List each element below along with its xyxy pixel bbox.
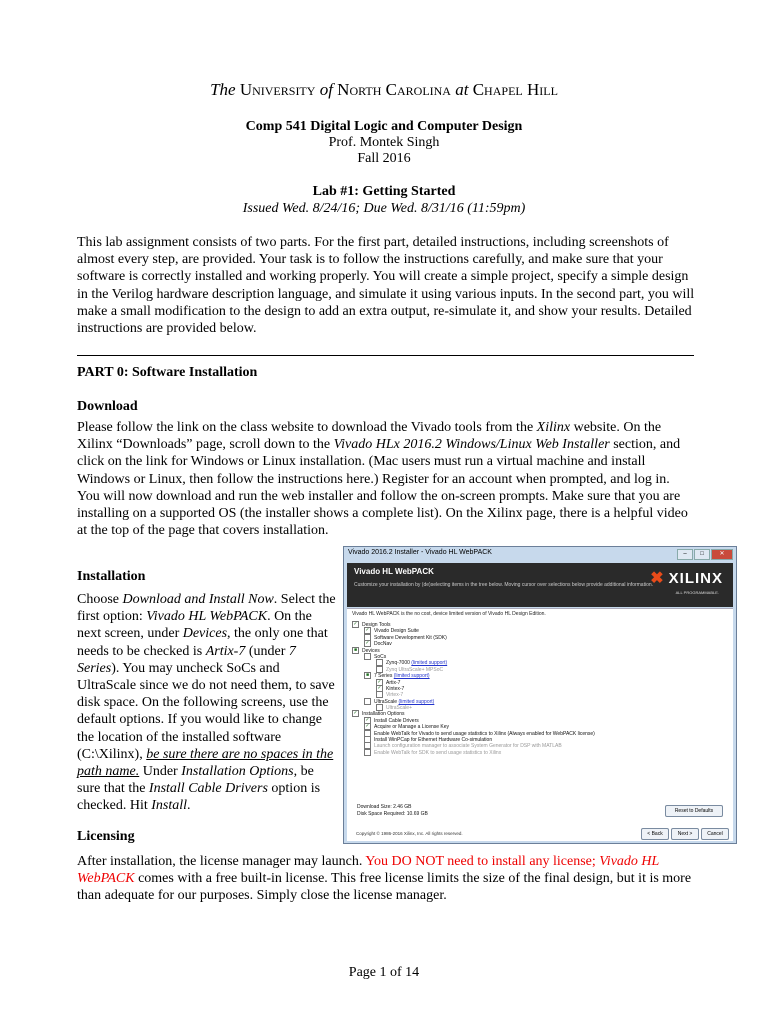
tree-label: Devices bbox=[362, 647, 380, 654]
text: next screen, under bbox=[77, 626, 183, 642]
logo-text: XILINX bbox=[668, 570, 723, 587]
license-warning: You DO NOT need to install any license; bbox=[365, 854, 600, 869]
license-warning: WebPACK bbox=[77, 871, 135, 887]
tree-label: Design Tools bbox=[362, 621, 391, 628]
lab-title: Lab #1: Getting Started bbox=[312, 184, 456, 199]
university-title bbox=[0, 80, 768, 100]
text: . On the bbox=[267, 609, 312, 625]
tree-label: DocNav bbox=[374, 641, 392, 647]
tree-label: Software Development Kit (SDK) bbox=[374, 634, 447, 641]
checkbox-icon: ■ bbox=[365, 672, 370, 679]
text: Devices bbox=[182, 626, 228, 642]
page-number: Page 1 of 14 bbox=[348, 965, 420, 980]
text: installing on a supported OS (the installer shows a complete list). On the Xilinx page, there is a helpful video bbox=[77, 506, 688, 522]
section-divider bbox=[77, 355, 694, 356]
uni-at: at bbox=[455, 80, 469, 99]
text: section, and bbox=[609, 437, 681, 453]
licensing-heading: Licensing bbox=[77, 829, 135, 844]
text: default options. If you would like to change bbox=[77, 712, 322, 728]
uni-university: University bbox=[239, 80, 316, 99]
text: Please follow the link on the class website to download the Vivado tools from the bbox=[77, 420, 537, 435]
tree-label: UltraScale+ bbox=[386, 704, 412, 711]
text: . Select the bbox=[273, 592, 336, 607]
xilinx-logo bbox=[650, 568, 723, 588]
checkbox-icon: ✓ bbox=[365, 723, 370, 730]
text: After installation, the license manager may launch. bbox=[77, 854, 366, 869]
lab-dates: Issued Wed. 8/24/16; Due Wed. 8/31/16 (11:59pm) bbox=[242, 201, 526, 216]
minimize-icon: – bbox=[677, 549, 693, 560]
tree-label: Zynq-7000 bbox=[386, 660, 410, 667]
maximize-icon: □ bbox=[694, 549, 710, 560]
next-button[interactable]: Next > bbox=[671, 828, 699, 840]
installer-window-title: Vivado 2016.2 Installer - Vivado HL WebPACK bbox=[348, 549, 492, 556]
tree-label: Kintex-7 bbox=[386, 685, 405, 692]
text: option is bbox=[267, 781, 321, 797]
checkbox-icon: ■ bbox=[353, 646, 358, 653]
text: Series bbox=[77, 660, 112, 676]
text: sure that the bbox=[77, 781, 149, 797]
license-warning: Vivado HL bbox=[599, 854, 660, 869]
text: Xilinx “Downloads” page, scroll down to the bbox=[77, 437, 334, 453]
checkbox-icon bbox=[364, 698, 371, 705]
tree-label: Enable WebTalk for SDK to send usage statistics to Xilinx bbox=[374, 749, 502, 756]
banner-subtitle: Customize your installation by (de)selecting items in the tree below. Moving cursor over selections below provide additional information. bbox=[354, 582, 654, 588]
text: Install Cable Drivers bbox=[148, 781, 268, 797]
intro-line: almost every step, are provided. Your task is to follow the instructions carefully, and make sure that your bbox=[77, 252, 663, 268]
logo-tagline: ALL PROGRAMMABLE. bbox=[675, 590, 719, 595]
tree-label: Artix-7 bbox=[386, 679, 401, 686]
tree-label: Virtex-7 bbox=[386, 692, 404, 699]
text: Vivado HLx 2016.2 Windows/Linux Web Installer bbox=[333, 437, 610, 453]
checkbox-icon: ✓ bbox=[377, 678, 382, 685]
installer-banner bbox=[347, 563, 733, 607]
disk-space: Disk Space Required: 10.69 GB bbox=[357, 810, 428, 817]
part0-heading: PART 0: Software Installation bbox=[77, 365, 258, 380]
professor: Prof. Montek Singh bbox=[328, 135, 440, 150]
text: Download and Install Now bbox=[122, 592, 274, 607]
text: (C:\Xilinx), bbox=[77, 746, 147, 762]
text: Vivado HL WebPACK bbox=[146, 609, 268, 625]
download-size: Download Size: 2.46 GB bbox=[357, 804, 412, 810]
text: You will now download and run the web installer and follow the on-screen prompts. Make sure that you are bbox=[77, 488, 681, 504]
tree-item[interactable] bbox=[352, 749, 728, 755]
download-heading: Download bbox=[77, 399, 138, 414]
copyright: Copyright © 1986-2016 Xilinx, Inc. All rights reserved. bbox=[356, 831, 463, 836]
intro-line: make a small modification to the design to add an extra output, re-simulate it, and show your results. Detailed bbox=[77, 303, 692, 319]
text: disk space. On the following screens, use the bbox=[77, 695, 329, 711]
text: Choose bbox=[77, 592, 123, 607]
text: , the only one that bbox=[227, 626, 328, 642]
text: first option: bbox=[77, 609, 147, 625]
checkbox-icon: ✓ bbox=[377, 684, 382, 691]
text: click on the link for Windows or Linux installation. (Mac users must run a virtual machine and install bbox=[77, 454, 646, 470]
text: needs to be checked is bbox=[77, 643, 206, 659]
text: at the top of the page that covers installation. bbox=[77, 523, 329, 539]
uni-ch: Chapel Hill bbox=[472, 80, 558, 99]
text: than adequate for our purposes. Simply close the license manager. bbox=[77, 888, 447, 904]
text: ). You may uncheck SoCs and bbox=[111, 660, 280, 676]
close-icon: ✕ bbox=[711, 549, 733, 560]
text: Windows or Linux, then follow the instructions here.) Register for an account when prompted, and log in. bbox=[77, 471, 670, 487]
licensing-paragraph bbox=[77, 853, 717, 905]
size-info bbox=[357, 804, 428, 817]
text: (under bbox=[245, 643, 289, 659]
text: checked. Hit bbox=[77, 798, 152, 814]
checkbox-icon: ✓ bbox=[365, 627, 370, 634]
tree-label: Zynq UltraScale+ MPSoC bbox=[386, 666, 444, 673]
intro-line: instructions are provided below. bbox=[77, 321, 257, 337]
text: path name. bbox=[77, 764, 140, 780]
tree-label: Installation Options bbox=[362, 711, 405, 718]
checkbox-icon: ✓ bbox=[353, 710, 358, 717]
checkbox-icon: ✓ bbox=[353, 621, 358, 627]
text: Artix-7 bbox=[205, 643, 246, 659]
text: Under bbox=[139, 764, 182, 780]
installer-screenshot bbox=[343, 546, 737, 844]
tree-label: SoCs bbox=[374, 653, 387, 660]
intro-line: This lab assignment consists of two parts. For the first part, detailed instructions, including screenshots of bbox=[77, 235, 669, 250]
text: . bbox=[187, 798, 191, 814]
tree-label: Enable WebTalk for Vivado to send usage statistics to Xilinx (Always enabled for WebPACK license) bbox=[374, 730, 595, 737]
text: the location of the installed software bbox=[77, 729, 282, 745]
uni-of: of bbox=[319, 80, 333, 99]
back-button[interactable]: < Back bbox=[641, 828, 669, 840]
intro-paragraph bbox=[77, 234, 717, 337]
component-tree bbox=[352, 621, 728, 755]
text: Xilinx bbox=[536, 420, 571, 435]
installation-paragraph bbox=[77, 591, 339, 815]
tree-label: Install Cable Drivers bbox=[374, 717, 419, 724]
xilinx-x-icon: ✖ bbox=[650, 570, 665, 587]
text: be sure there are no spaces in the bbox=[146, 746, 334, 762]
text: comes with a free built-in license. This free license limits the size of the final design, but it is more bbox=[134, 871, 692, 887]
text: Installation Options bbox=[181, 764, 294, 780]
checkbox-icon: ✓ bbox=[365, 716, 370, 723]
text: , be bbox=[293, 764, 314, 780]
uni-the: The bbox=[210, 80, 236, 99]
tree-label: Vivado Design Suite bbox=[374, 628, 419, 635]
course-title: Comp 541 Digital Logic and Computer Design bbox=[245, 119, 523, 134]
tree-label: Launch configuration manager to associate System Generator for DSP with MATLAB bbox=[374, 743, 562, 750]
reset-defaults-button[interactable]: Reset to Defaults bbox=[665, 805, 723, 817]
banner-title: Vivado HL WebPACK bbox=[354, 567, 434, 576]
tree-label: Install WinPCap for Ethernet Hardware Co-simulation bbox=[374, 736, 493, 743]
tree-label: Acquire or Manage a License Key bbox=[374, 724, 450, 731]
text: Install bbox=[151, 798, 188, 814]
text: UltraScale since we do not need them, to save bbox=[77, 678, 335, 694]
text: website. On the bbox=[570, 420, 662, 435]
uni-nc: North Carolina bbox=[337, 80, 451, 99]
tree-label: 7 Series bbox=[374, 672, 393, 679]
support-link[interactable]: (limited support) bbox=[411, 660, 448, 667]
checkbox-icon bbox=[364, 749, 371, 756]
edition-description: Vivado HL WebPACK is the no cost, device limited version of Vivado HL Design Edition. bbox=[352, 611, 546, 617]
checkbox-icon bbox=[364, 653, 371, 660]
term: Fall 2016 bbox=[357, 151, 411, 166]
intro-line: in the Verilog hardware description language, and simulate it using various inputs. In the second part, you will bbox=[77, 286, 695, 302]
window-controls bbox=[676, 549, 733, 559]
intro-line: software is correctly installed and working properly. You will create a simple project, specify a simple design bbox=[77, 269, 689, 285]
installer-content bbox=[347, 608, 733, 841]
text: 7 bbox=[288, 643, 296, 659]
installation-heading: Installation bbox=[77, 569, 146, 584]
support-link[interactable]: (limited support) bbox=[393, 672, 430, 679]
tree-label: UltraScale bbox=[374, 698, 398, 705]
download-paragraph bbox=[77, 419, 717, 539]
support-link[interactable]: (limited support) bbox=[398, 698, 435, 705]
checkbox-icon: ✓ bbox=[365, 640, 370, 647]
cancel-button[interactable]: Cancel bbox=[701, 828, 729, 840]
